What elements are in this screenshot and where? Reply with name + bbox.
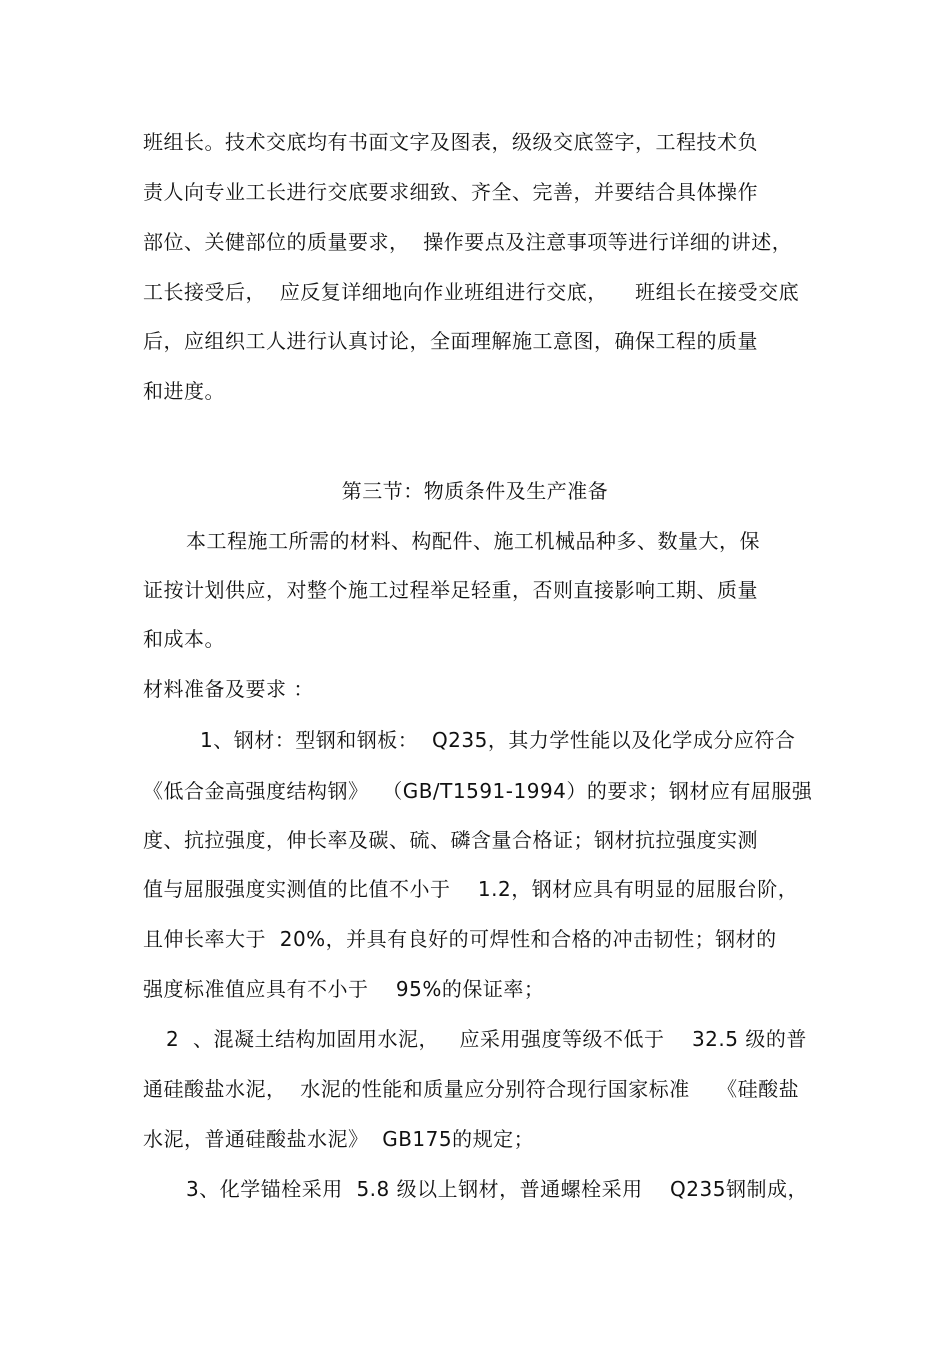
item2-line-2: 通硅酸盐水泥， 水泥的性能和质量应分别符合现行国家标准 《硅酸盐 bbox=[143, 1077, 800, 1101]
item3-line-1: 3、化学锚栓采用 5.8 级以上钢材，普通螺栓采用 Q235钢制成， bbox=[186, 1177, 808, 1201]
item1-line-6: 强度标准值应具有不小于 95%的保证率； bbox=[143, 977, 545, 1001]
item2-line-3: 水泥，普通硅酸盐水泥》 GB175的规定； bbox=[143, 1127, 535, 1151]
paragraph1-line-4: 工长接受后， 应反复详细地向作业班组进行交底， 班组长在接受交底 bbox=[143, 280, 800, 304]
materials-heading: 材料准备及要求 ： bbox=[143, 677, 314, 701]
item1-line-2: 《低合金高强度结构钢》 （GB/T1591-1994）的要求；钢材应有屈服强 bbox=[143, 779, 813, 803]
paragraph1-line-2: 责人向专业工长进行交底要求细致、齐全、完善，并要结合具体操作 bbox=[143, 180, 758, 204]
item1-line-5: 且伸长率大于 20%，并具有良好的可焊性和合格的冲击韧性；钢材的 bbox=[143, 927, 777, 951]
paragraph1-line-3: 部位、关健部位的质量要求， 操作要点及注意事项等进行详细的讲述， bbox=[143, 230, 793, 254]
section-heading: 第三节：物质条件及生产准备 bbox=[341, 479, 609, 503]
paragraph2-line-2: 证按计划供应，对整个施工过程举足轻重，否则直接影响工期、质量 bbox=[143, 578, 758, 602]
paragraph1-line-1: 班组长。技术交底均有书面文字及图表，级级交底签字，工程技术负 bbox=[143, 130, 758, 154]
paragraph1-line-5: 后，应组织工人进行认真讨论，全面理解施工意图，确保工程的质量 bbox=[143, 329, 758, 353]
paragraph1-line-6: 和进度。 bbox=[143, 379, 225, 403]
paragraph2-line-1: 本工程施工所需的材料、构配件、施工机械品种多、数量大，保 bbox=[186, 529, 760, 553]
paragraph2-line-3: 和成本。 bbox=[143, 627, 225, 651]
item1-line-1: 1、钢材：型钢和钢板： Q235，其力学性能以及化学成分应符合 bbox=[200, 728, 796, 752]
item1-line-4: 值与屈服强度实测值的比值不小于 1.2，钢材应具有明显的屈服台阶， bbox=[143, 877, 799, 901]
item2-line-1: 2 、混凝土结构加固用水泥， 应采用强度等级不低于 32.5 级的普 bbox=[166, 1027, 807, 1051]
item1-line-3: 度、抗拉强度，伸长率及碳、硫、磷含量合格证；钢材抗拉强度实测 bbox=[143, 828, 758, 852]
